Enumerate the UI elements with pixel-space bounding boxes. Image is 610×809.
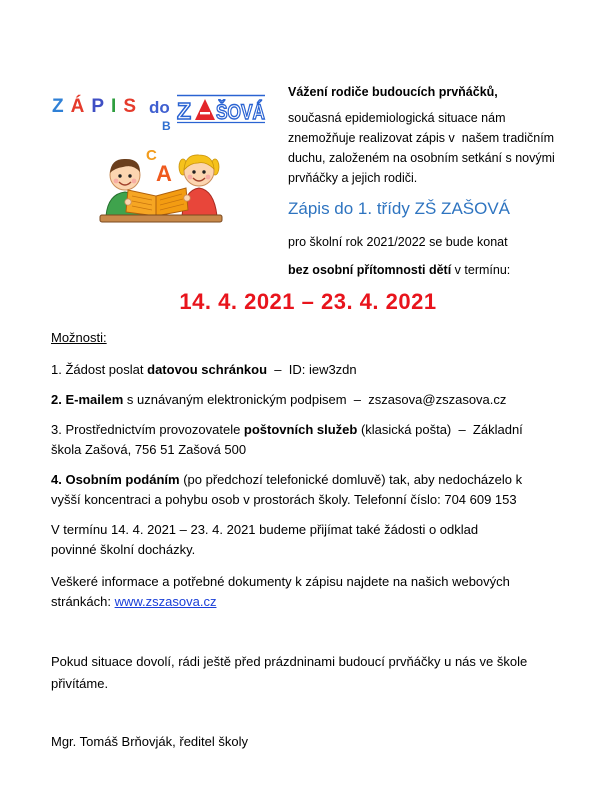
option-bold: poštovních služeb	[243, 422, 358, 437]
option-suffix: s uznávaným elektronickým podpisem – zszasova@zszasova.cz	[123, 392, 507, 407]
option-bold: 2. E-mailem	[51, 392, 124, 407]
brand-letters-rest: ŠOVÁ	[216, 101, 276, 124]
intro-line: znemožňuje realizovat zápis v našem tradičním	[288, 131, 555, 145]
deferral-line: V termínu 14. 4. 2021 – 23. 4. 2021 budeme přijímat také žádosti o odklad	[51, 522, 479, 537]
signature: Mgr. Tomáš Brňovják, ředitel školy	[51, 734, 248, 749]
option-continuation: škola Zašová, 756 51 Zašová 500	[51, 442, 247, 457]
enrollment-headline: Zápis do 1. třídy ZŠ ZAŠOVÁ	[288, 199, 511, 218]
info-line: Veškeré informace a potřebné dokumenty k zápisu najdete na našich webových	[51, 574, 510, 589]
option-prefix: 1. Žádost poslat	[51, 362, 148, 377]
logo-letter: P	[91, 96, 112, 117]
school-year-line: pro školní rok 2021/2022 se bude konat	[288, 235, 508, 249]
letter-a: A	[156, 161, 172, 186]
option-suffix: (klasická pošta) – Základní	[357, 422, 523, 437]
option-bold: datovou schránkou	[147, 362, 268, 377]
option-continuation: vyšší koncentraci a pohybu osob v prostorách školy. Telefonní číslo: 704 609 153	[51, 492, 517, 507]
options-heading: Možnosti:	[51, 330, 107, 345]
logo-do-text: do	[149, 98, 170, 117]
children-reading-illustration	[98, 116, 224, 226]
letter-c: C	[146, 147, 157, 164]
term-bold: bez osobní přítomnosti dětí	[288, 263, 452, 277]
option-item	[51, 422, 523, 438]
intro-line: současná epidemiologická situace nám	[288, 111, 506, 125]
brand-triangle-bar	[200, 112, 210, 114]
logo-letter: I	[111, 96, 124, 117]
closing-line: přivítáme.	[51, 676, 109, 691]
term-line	[288, 262, 510, 278]
logo-zapis-text	[52, 96, 143, 118]
open-book	[125, 188, 190, 216]
closing-line: Pokud situace dovolí, rádi ještě před prázdninami budoucí prvňáčky u nás ve škole	[51, 654, 528, 669]
info-line	[51, 594, 216, 610]
intro-line: duchu, založeném na osobním setkání s novými	[288, 151, 555, 165]
deferral-line: povinné školní docházky.	[51, 542, 196, 557]
enrollment-dates: 14. 4. 2021 – 23. 4. 2021	[179, 289, 437, 314]
logo-letter: Á	[70, 96, 92, 117]
letter-b: B	[162, 119, 171, 133]
intro-line: prvňáčky a jejich rodiči.	[288, 171, 418, 185]
logo-letter: S	[123, 96, 143, 117]
option-item	[51, 392, 506, 408]
desk	[100, 215, 222, 222]
info-prefix: stránkách:	[51, 594, 115, 609]
option-suffix: – ID: iew3zdn	[267, 362, 357, 377]
option-suffix: (po předchozí telefonické domluvě) tak, aby nedocházelo k	[179, 472, 523, 487]
term-rest: v termínu:	[451, 263, 511, 277]
option-bold: 4. Osobním podáním	[51, 472, 180, 487]
greeting: Vážení rodiče budoucích prvňáčků,	[288, 85, 498, 99]
website-link[interactable]: www.zszasova.cz	[114, 594, 217, 609]
logo-letter: Z	[52, 96, 71, 117]
option-prefix: 3. Prostřednictvím provozovatele	[51, 422, 244, 437]
option-item	[51, 362, 357, 378]
option-item	[51, 472, 522, 488]
brand-letter-first: Z	[177, 98, 192, 124]
